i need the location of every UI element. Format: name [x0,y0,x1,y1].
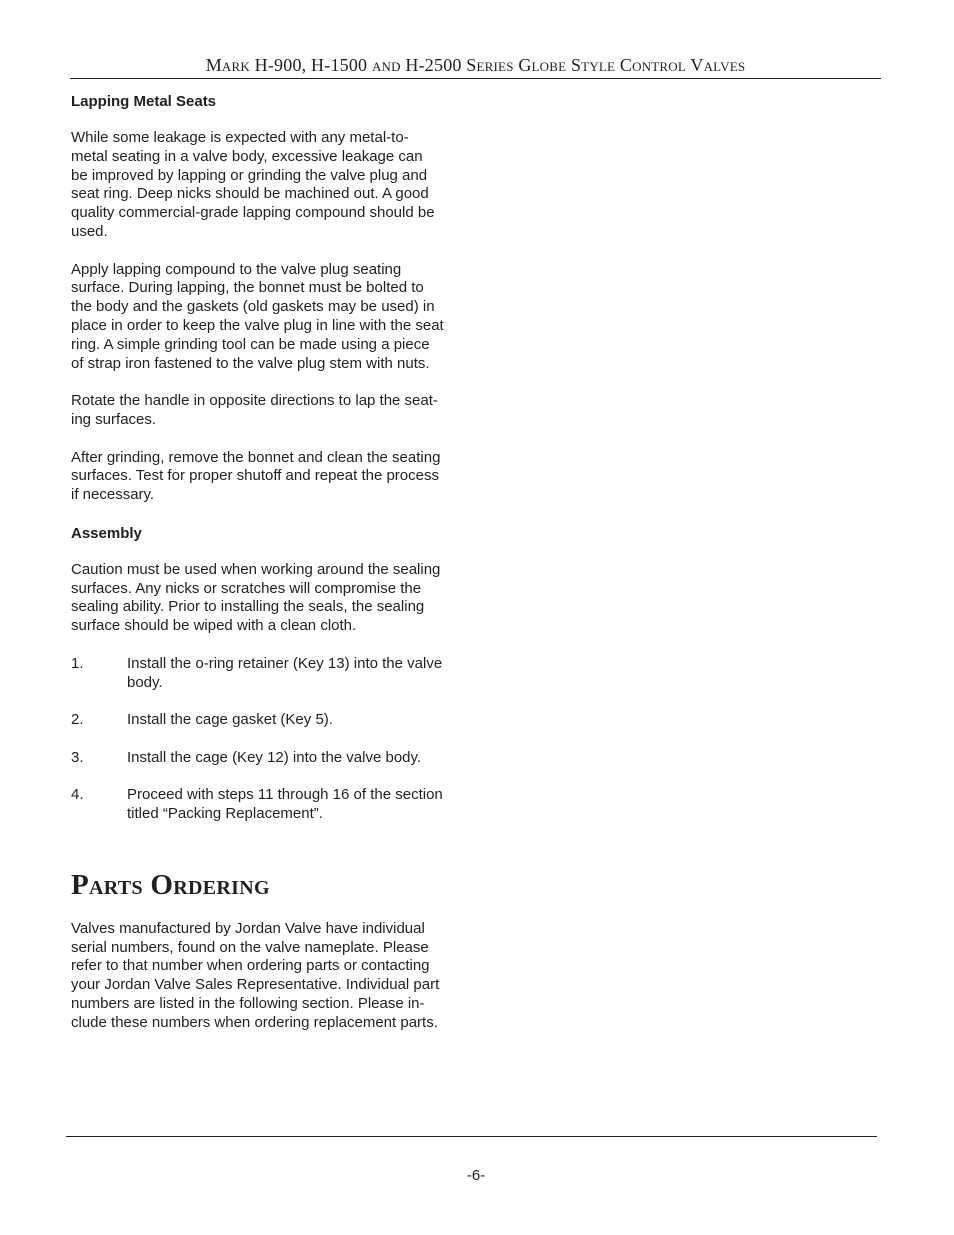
step-text: Install the cage gasket (Key 5). [127,711,333,729]
lapping-paragraph-4: After grinding, remove the bonnet and clean the seating surfaces. Test for proper shutoff and repeat the process if necessary. [71,448,441,504]
page-number: -6- [466,1167,486,1184]
step-number: 2. [71,711,84,729]
assembly-steps-list [71,655,471,824]
footer-divider [66,1136,877,1137]
assembly-step [71,749,471,768]
lapping-paragraph-3: Rotate the handle in opposite directions to lap the seat- ing surfaces. [71,392,438,428]
assembly-step [71,786,471,824]
lapping-paragraph-2: Apply lapping compound to the valve plug seating surface. During lapping, the bonnet must be bolted to the body and the gaskets (old gaskets may be used) in place in order to keep the valve plug in line with the seat ring. A simple grinding tool can be made using a piece of strap iron fastened to the valve plug stem with nuts. [71,260,444,372]
step-number: 1. [71,654,84,672]
assembly-intro-paragraph: Caution must be used when working around the sealing surfaces. Any nicks or scratches will compromise the sealing ability. Prior to installing the seals, the sealing surface should be wiped with a clean cloth. [71,560,441,635]
running-header-title: Mark H-900, H-1500 and H-2500 Series Globe Style Control Valves [205,55,746,75]
lapping-paragraph-1: While some leakage is expected with any metal-to- metal seating in a valve body, excessive leakage can be improved by lapping or grinding the valve plug and seat ring. Deep nicks should be machined out. A good quality commercial-grade lapping compound should be used. [71,129,435,240]
step-text: Proceed with steps 11 through 16 of the section titled “Packing Replacement”. [127,786,443,823]
assembly-step [71,711,471,730]
lapping-section-heading: Lapping Metal Seats [71,93,217,110]
step-text: Install the o-ring retainer (Key 13) into the valve body. [127,654,443,691]
assembly-section-heading: Assembly [71,524,142,542]
step-text: Install the cage (Key 12) into the valve body. [127,748,422,766]
main-column [71,92,471,1051]
step-number: 3. [71,748,84,766]
assembly-step [71,655,471,693]
header-divider [70,78,881,79]
parts-ordering-heading: Parts Ordering [71,868,270,901]
step-number: 4. [71,786,84,804]
parts-ordering-paragraph: Valves manufactured by Jordan Valve have individual serial numbers, found on the valve nameplate. Please refer to that number when ordering parts or contacting your Jordan Valve Sales Representative. Individual part numbers are listed in the following section. Please in- clude these numbers when ordering replacement parts. [71,919,440,1031]
